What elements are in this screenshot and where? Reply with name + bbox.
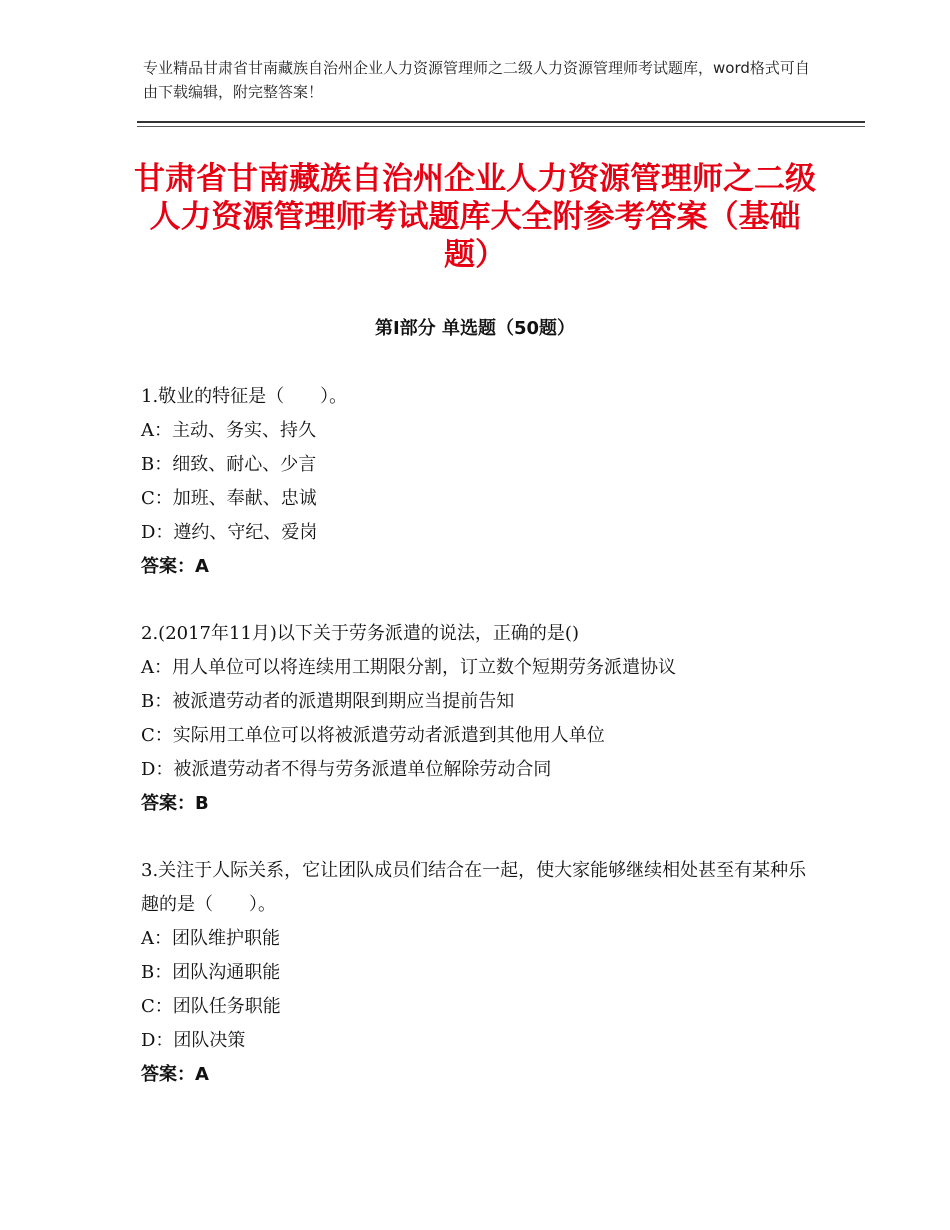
option-b: B：细致、耐心、少言 (141, 454, 317, 475)
option-c: C：加班、奉献、忠诚 (141, 488, 317, 509)
header-note: 专业精品甘肃省甘南藏族自治州企业人力资源管理师之二级人力资源管理师考试题库，word格式可自由下载编辑，附完整答案！ (143, 59, 810, 101)
option-b: B：被派遣劳动者的派遣期限到期应当提前告知 (141, 691, 515, 712)
answer-label: 答案：B (141, 793, 209, 814)
question-stem: 2.(2017年11月)以下关于劳务派遣的说法，正确的是() (141, 623, 579, 644)
question-list (141, 380, 821, 1125)
question-stem: 1.敬业的特征是（ ）。 (141, 386, 348, 407)
option-a: A：团队维护职能 (141, 928, 280, 949)
option-a: A：主动、务实、持久 (141, 420, 316, 441)
header-divider-thin (137, 126, 865, 127)
option-d: D：被派遣劳动者不得与劳务派遣单位解除劳动合同 (141, 759, 552, 780)
document-title: 甘肃省甘南藏族自治州企业人力资源管理师之二级人力资源管理师考试题库大全附参考答案（基础题） (134, 161, 816, 273)
option-c: C：团队任务职能 (141, 996, 281, 1017)
option-a: A：用人单位可以将连续用工期限分割，订立数个短期劳务派遣协议 (141, 657, 676, 678)
header-divider (137, 121, 865, 123)
answer-label: 答案：A (141, 556, 209, 577)
section-title: 第Ⅰ部分 单选题（50题） (374, 318, 575, 339)
answer-label: 答案：A (141, 1064, 209, 1085)
question-stem: 3.关注于人际关系，它让团队成员们结合在一起，使大家能够继续相处甚至有某种乐趣的是（ ）。 (141, 860, 807, 915)
question-1 (141, 380, 821, 584)
option-c: C：实际用工单位可以将被派遣劳动者派遣到其他用人单位 (141, 725, 605, 746)
question-3 (141, 854, 821, 1092)
option-d: D：团队决策 (141, 1030, 246, 1051)
option-b: B：团队沟通职能 (141, 962, 281, 983)
option-d: D：遵约、守纪、爱岗 (141, 522, 318, 543)
question-2 (141, 617, 821, 821)
